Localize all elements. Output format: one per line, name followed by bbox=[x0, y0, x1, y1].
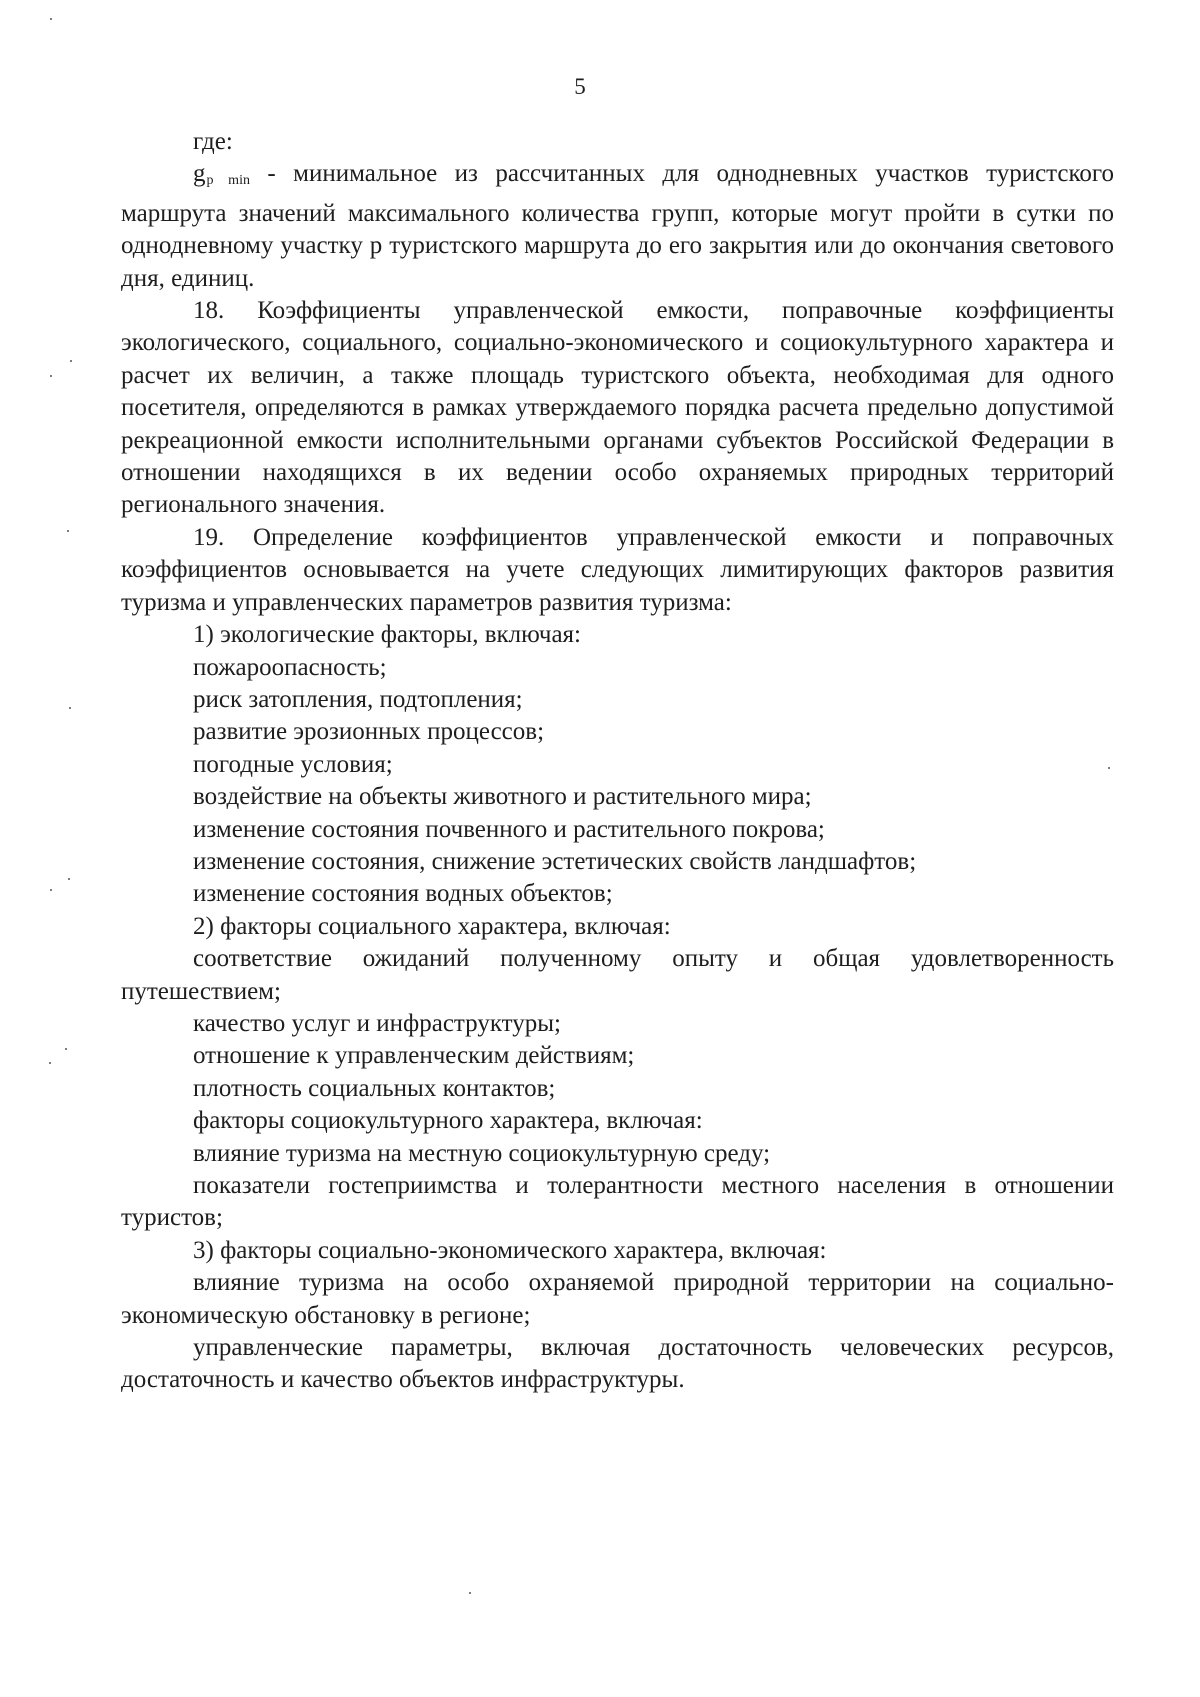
scan-speck bbox=[50, 18, 52, 20]
list-item: погодные условия; bbox=[193, 750, 393, 778]
document-body bbox=[121, 126, 1114, 1397]
scan-speck bbox=[50, 375, 52, 377]
scan-speck bbox=[65, 1048, 67, 1050]
scan-speck bbox=[67, 530, 69, 532]
scan-speck bbox=[69, 707, 71, 709]
list-item: 1) экологические факторы, включая: bbox=[193, 621, 581, 649]
definition-text: - минимальное из рассчитанных для однодневных участков туристского маршрута значений максимального количества групп, которые могут пройти в сутки по однодневному участку p туристского маршрута до его закрытия или до окончания светового дня, единиц. bbox=[121, 160, 1115, 292]
paragraph-18: 18. Коэффициенты управленческой емкости, поправочные коэффициенты экологического, социального, социально-экономического и социокультурного характера и расчет их величин, а также площадь туристского объекта, необходимая для одного посетителя, определяются в рамках утверждаемого порядка расчета предельно допустимой рекреационной емкости исполнительными органами субъектов Российской Федерации в отношении находящихся в их ведении особо охраняемых природных территорий регионального значения. bbox=[121, 297, 1114, 519]
list-item: развитие эрозионных процессов; bbox=[193, 718, 545, 746]
list-item: отношение к управленческим действиям; bbox=[193, 1042, 635, 1070]
scan-speck bbox=[50, 889, 52, 891]
list-item: факторы социокультурного характера, включая: bbox=[193, 1107, 703, 1135]
variable-symbol: g bbox=[193, 160, 206, 188]
paragraph-19: 19. Определение коэффициентов управленческой емкости и поправочных коэффициентов основывается на учете следующих лимитирующих факторов развития туризма и управленческих параметров развития туризма: bbox=[121, 523, 1114, 616]
list-item: влияние туризма на местную социокультурную среду; bbox=[193, 1139, 771, 1167]
list-item: риск затопления, подтопления; bbox=[193, 685, 523, 713]
scan-speck bbox=[49, 1062, 51, 1064]
list-item: управленческие параметры, включая достаточность человеческих ресурсов, достаточность и качество объектов инфраструктуры. bbox=[121, 1334, 1114, 1394]
list-item: изменение состояния водных объектов; bbox=[193, 880, 613, 908]
list-item: воздействие на объекты животного и растительного мира; bbox=[193, 783, 812, 811]
list-item: 3) факторы социально-экономического характера, включая: bbox=[193, 1236, 827, 1264]
list-item: изменение состояния почвенного и растительного покрова; bbox=[193, 815, 825, 843]
definition-paragraph bbox=[121, 158, 1114, 295]
list-item: пожароопасность; bbox=[193, 653, 387, 681]
list-item: соответствие ожиданий полученному опыту и общая удовлетворенность путешествием; bbox=[121, 945, 1114, 1005]
list-item: плотность социальных контактов; bbox=[193, 1074, 556, 1102]
formula-variable bbox=[193, 160, 250, 187]
list-item: показатели гостеприимства и толерантности местного населения в отношении туристов; bbox=[121, 1172, 1114, 1232]
list-item: 2) факторы социального характера, включая: bbox=[193, 912, 671, 940]
list-item: влияние туризма на особо охраняемой природной территории на социально-экономическую обстановку в регионе; bbox=[121, 1269, 1114, 1329]
scan-speck bbox=[68, 878, 70, 880]
list-item: качество услуг и инфраструктуры; bbox=[193, 1009, 561, 1037]
variable-subscript: p min bbox=[206, 173, 250, 189]
list-item: изменение состояния, снижение эстетических свойств ландшафтов; bbox=[193, 847, 917, 875]
scan-speck bbox=[469, 1592, 471, 1594]
where-label: где: bbox=[193, 128, 233, 155]
scan-speck bbox=[70, 360, 72, 362]
scan-speck bbox=[1108, 767, 1110, 769]
page-number: 5 bbox=[574, 74, 586, 99]
